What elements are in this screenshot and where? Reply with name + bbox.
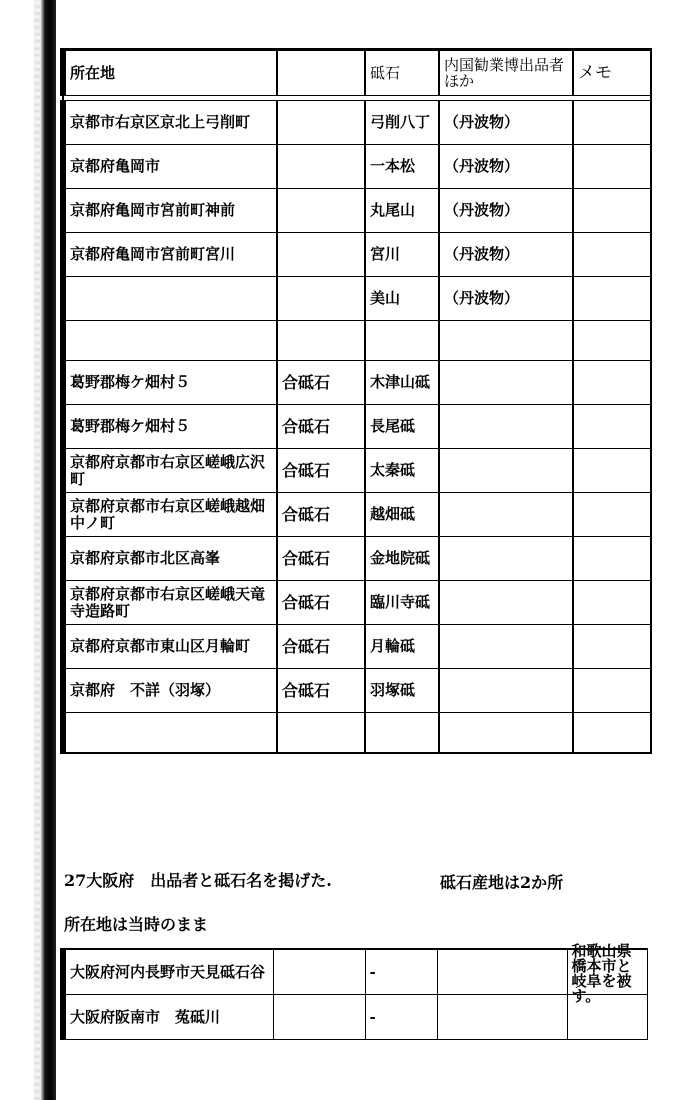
cell-memo [573,361,651,405]
cell-memo [573,145,651,189]
table-row [63,493,651,537]
table-row [63,405,651,449]
cell-type [277,277,365,321]
table-row [63,625,651,669]
cell-memo [573,713,651,754]
cell-type: 合砥石 [277,361,365,405]
cell-memo [573,669,651,713]
cell-memo [573,493,651,537]
table-row [63,277,651,321]
header-memo: メモ [573,50,651,96]
cell-exhibitor: （丹波物） [439,277,573,321]
cell-location: 葛野郡梅ケ畑村５ [63,361,277,405]
cell-whetstone: 一本松 [365,145,439,189]
cell-type [273,949,365,995]
cell-exhibitor [439,669,573,713]
cell-type [277,321,365,361]
cell-location: 京都府亀岡市 [63,145,277,189]
cell-location [63,713,277,754]
cell-type: 合砥石 [277,537,365,581]
cell-memo [573,101,651,145]
cell-location [63,321,277,361]
cell-whetstone: 長尾砥 [365,405,439,449]
cell-type: 合砥石 [277,581,365,625]
cell-type: 合砥石 [277,669,365,713]
cell-exhibitor [439,449,573,493]
header-exhibitor: 内国勧業博出品者ほか [439,50,573,96]
cell-whetstone: 木津山砥 [365,361,439,405]
table-row [63,713,651,754]
cell-location: 大阪府阪南市 菟砥川 [63,995,273,1040]
cell-whetstone: 月輪砥 [365,625,439,669]
binding-edge [40,0,56,1100]
cell-memo [573,321,651,361]
cell-whetstone: 越畑砥 [365,493,439,537]
cell-memo [573,405,651,449]
table-row [63,537,651,581]
table-row [63,101,651,145]
cell-location: 京都府京都市東山区月輪町 [63,625,277,669]
cell-location: 京都府京都市北区高峯 [63,537,277,581]
cell-type: 合砥石 [277,493,365,537]
cell-type [277,101,365,145]
cell-whetstone: 太秦砥 [365,449,439,493]
table-row [63,995,647,1040]
cell-exhibitor [439,537,573,581]
cell-whetstone: 羽塚砥 [365,669,439,713]
cell-type [277,713,365,754]
cell-exhibitor [437,949,567,995]
header-blank [277,50,365,96]
table-row [63,233,651,277]
table-row [63,949,647,995]
cell-location: 京都府亀岡市宮前町宮川 [63,233,277,277]
cell-exhibitor: （丹波物） [439,145,573,189]
table-header-row [63,50,651,96]
cell-whetstone: - [365,995,437,1040]
cell-whetstone: 金地院砥 [365,537,439,581]
header-location: 所在地 [63,50,277,96]
cell-location [63,277,277,321]
cell-memo [573,233,651,277]
cell-memo [567,942,647,1005]
cell-type: 合砥石 [277,449,365,493]
cell-whetstone: 弓削八丁 [365,101,439,145]
section-title: 27大阪府 出品者と砥石名を掲げた. [64,871,332,890]
cell-whetstone: 臨川寺砥 [365,581,439,625]
cell-location: 京都府 不詳（羽塚） [63,669,277,713]
section-subtitle: 所在地は当時のまま [64,915,209,934]
cell-type [273,995,365,1040]
cell-whetstone: 丸尾山 [365,189,439,233]
table-row [63,581,651,625]
cell-location: 京都府京都市右京区嵯峨広沢町 [63,449,277,493]
table-row [63,449,651,493]
cell-whetstone [365,713,439,754]
table-row [63,189,651,233]
cell-memo [573,537,651,581]
cell-location: 京都市右京区京北上弓削町 [63,101,277,145]
cell-memo [573,189,651,233]
whetstone-table-osaka [60,942,648,1040]
cell-type [277,233,365,277]
cell-exhibitor [439,493,573,537]
cell-exhibitor [439,581,573,625]
cell-exhibitor [439,361,573,405]
cell-location: 京都府京都市右京区嵯峨越畑中ノ町 [63,493,277,537]
cell-whetstone [365,321,439,361]
memo-text: 和歌山県橋本市と岐阜を被す。 [571,942,632,1005]
cell-exhibitor: （丹波物） [439,101,573,145]
cell-exhibitor [439,625,573,669]
cell-memo [573,625,651,669]
cell-location: 京都府京都市右京区嵯峨天竜寺造路町 [63,581,277,625]
table-row [63,321,651,361]
cell-memo [573,581,651,625]
cell-type [277,145,365,189]
cell-exhibitor [439,713,573,754]
cell-type: 合砥石 [277,405,365,449]
cell-location: 大阪府河内長野市天見砥石谷 [63,949,273,995]
whetstone-table-kyoto [60,48,652,754]
cell-location: 京都府亀岡市宮前町神前 [63,189,277,233]
cell-type [277,189,365,233]
header-whetstone: 砥石 [365,50,439,96]
section-note: 砥石産地は2か所 [440,873,564,892]
cell-exhibitor: （丹波物） [439,189,573,233]
cell-exhibitor: （丹波物） [439,233,573,277]
cell-memo [573,277,651,321]
cell-whetstone: 宮川 [365,233,439,277]
cell-whetstone: 美山 [365,277,439,321]
cell-exhibitor [439,321,573,361]
cell-exhibitor [437,995,567,1040]
cell-location: 葛野郡梅ケ畑村５ [63,405,277,449]
cell-type: 合砥石 [277,625,365,669]
table-row [63,361,651,405]
table-row [63,669,651,713]
cell-memo [573,449,651,493]
cell-exhibitor [439,405,573,449]
cell-whetstone: - [365,949,437,995]
table-row [63,145,651,189]
